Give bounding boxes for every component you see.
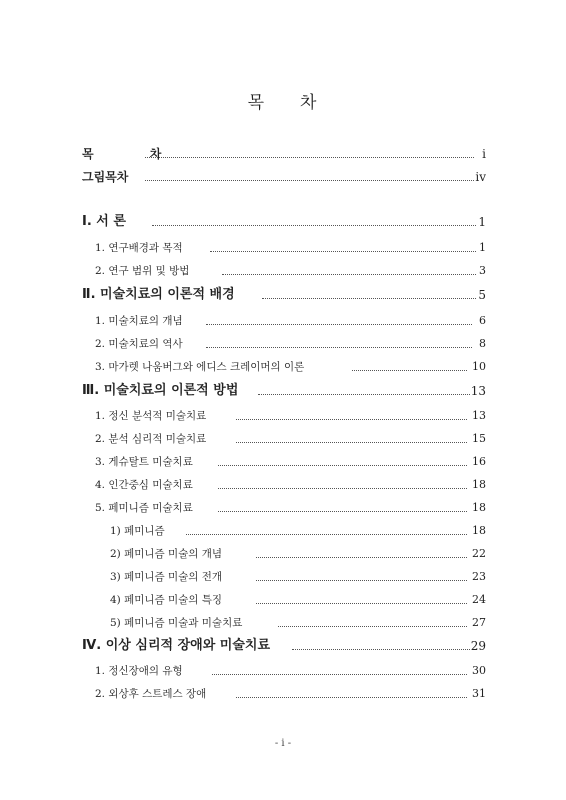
leader-dots [236,419,467,420]
toc-page-number: 3 [479,264,486,277]
toc-section[interactable] [0,661,566,681]
toc-page-number: 31 [472,687,486,700]
toc-page-number: 24 [472,593,486,606]
toc-entry-label: 1. 정신 분석적 미술치료 [95,410,207,422]
toc-page-number: 15 [472,432,486,445]
toc-section[interactable] [0,357,566,377]
toc-page-number: i [482,147,486,161]
leader-dots [222,274,476,275]
page-title-right: 차 [300,93,319,113]
toc-entry-label: 1. 미술치료의 개념 [95,315,183,327]
toc-chapter[interactable] [0,381,566,401]
toc-entry-label: 2. 연구 범위 및 방법 [95,265,190,277]
page-number-footer: - i - [274,738,292,749]
toc-entry-label: 3. 마가렛 나움버그와 에디스 크레이머의 이론 [95,361,305,373]
toc-entry-label: Ⅱ. 미술치료의 이론적 배경 [82,287,235,302]
toc-subsection[interactable] [0,521,566,541]
leader-dots [256,557,467,558]
toc-entry-label: 5. 페미니즘 미술치료 [95,502,193,514]
toc-section[interactable] [0,238,566,258]
toc-subsection[interactable] [0,544,566,564]
toc-page-number: 13 [470,384,486,398]
toc-entry-figures[interactable] [0,167,566,187]
toc-entry-label: 1. 연구배경과 목적 [95,242,183,254]
toc-page-number: 18 [472,478,486,491]
leader-dots [262,298,476,299]
leader-dots [256,580,467,581]
toc-page-number: 27 [472,616,486,629]
leader-dots [210,251,476,252]
toc-section[interactable] [0,311,566,331]
leader-dots [218,465,467,466]
toc-entry-label: 5) 페미니즘 미술과 미술치료 [110,617,243,629]
toc-subsection[interactable] [0,567,566,587]
toc-subsection[interactable] [0,613,566,633]
toc-page-number: 1 [479,241,486,254]
page-title [0,88,566,113]
toc-page-number: 16 [472,455,486,468]
toc-chapter[interactable] [0,636,566,656]
leader-dots [206,324,472,325]
toc-section[interactable] [0,334,566,354]
leader-dots [212,674,467,675]
toc-entry-label: 3) 페미니즘 미술의 전개 [110,571,223,583]
toc-entry-label: 목 차 [82,147,188,161]
toc-page-number: 29 [470,639,486,653]
toc-page-number: 18 [472,524,486,537]
leader-dots [218,511,467,512]
toc-page-number: 23 [472,570,486,583]
toc-entry-label: Ⅰ. 서 론 [82,214,126,229]
toc-subsection[interactable] [0,590,566,610]
toc-section[interactable] [0,406,566,426]
toc-page-number: 6 [479,314,486,327]
leader-dots [218,488,467,489]
leader-dots [292,649,470,650]
toc-entry-label: 4. 인간중심 미술치료 [95,479,193,491]
leader-dots [352,370,467,371]
toc-chapter[interactable] [0,285,566,305]
toc-entry-label: Ⅲ. 미술치료의 이론적 방법 [82,383,239,398]
toc-section[interactable] [0,429,566,449]
toc-entry-label: 4) 페미니즘 미술의 특징 [110,594,223,606]
leader-dots [186,534,467,535]
toc-page-number: 13 [472,409,486,422]
page-title-left: 목 [247,93,266,113]
toc-entry-label: 1. 정신장애의 유형 [95,665,183,677]
leader-dots [278,626,467,627]
leader-dots [256,603,467,604]
leader-dots [152,225,476,226]
toc-entry-label: 2. 분석 심리적 미술치료 [95,433,207,445]
leader-dots [145,180,474,181]
toc-section[interactable] [0,452,566,472]
toc-entry-label: 3. 게슈탈트 미술치료 [95,456,193,468]
toc-page-number: iv [475,170,486,184]
toc-entry-label: 2. 외상후 스트레스 장애 [95,688,207,700]
toc-entry-label: 2. 미술치료의 역사 [95,338,183,350]
toc-section[interactable] [0,261,566,281]
toc-page-number: 10 [472,360,486,373]
toc-section[interactable] [0,498,566,518]
toc-page-number: 8 [479,337,486,350]
toc-page-number: 18 [472,501,486,514]
toc-chapter[interactable] [0,212,566,232]
toc-entry-label: 그림목차 [82,170,129,184]
toc-page-number: 22 [472,547,486,560]
toc-section[interactable] [0,475,566,495]
toc-page-number: 30 [472,664,486,677]
leader-dots [258,394,470,395]
toc-page-number: 1 [478,215,486,229]
toc-entry-contents[interactable] [0,144,566,164]
toc-section[interactable] [0,684,566,704]
toc-page-number: 5 [478,288,486,302]
toc-entry-label: 1) 페미니즘 [110,525,165,537]
toc-entry-label: Ⅳ. 이상 심리적 장애와 미술치료 [82,638,271,653]
leader-dots [206,347,472,348]
leader-dots [145,157,474,158]
leader-dots [236,697,467,698]
toc-entry-label: 2) 페미니즘 미술의 개념 [110,548,223,560]
leader-dots [236,442,467,443]
